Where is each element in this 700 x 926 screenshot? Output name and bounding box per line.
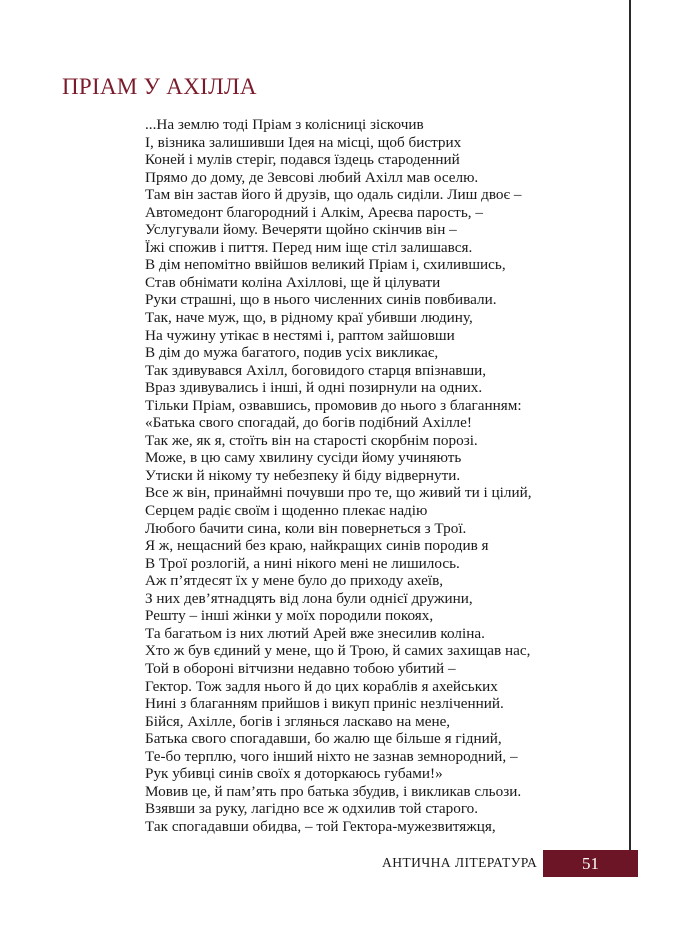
- poem-line: Нині з благанням прийшов і викуп приніс незліченний.: [145, 695, 504, 713]
- margin-rule: [629, 0, 631, 856]
- poem-line: Тільки Пріам, озвавшись, промовив до нього з благанням:: [145, 396, 522, 414]
- poem-line: Серцем радіє своїм і щоденно плекає надію: [145, 502, 428, 520]
- poem-line: Аж п’ятдесят їх у мене було до приходу ахеїв,: [145, 572, 444, 590]
- poem-line: В дім до мужа багатого, подив усіх викликає,: [145, 344, 439, 362]
- poem-line: Рук убивці синів своїх я доторкаюсь губами!»: [145, 765, 443, 783]
- poem-line: В дім непомітно ввійшов великий Пріам і, схилившись,: [145, 256, 506, 274]
- poem-line: Гектор. Тож задля нього й до цих кораблів я ахейських: [145, 677, 498, 695]
- poem-line: Взявши за руку, лагідно все ж одхилив той старого.: [145, 800, 479, 818]
- poem-line: І, візника залишивши Ідея на місці, щоб бистрих: [145, 133, 462, 151]
- poem-line: Решту – інші жінки у моїх породили покоях,: [145, 607, 434, 625]
- poem-line: Утиски й нікому ту небезпеку й біду відвернути.: [145, 466, 461, 484]
- poem-line: На чужину утікає в нестямі і, раптом зайшовши: [145, 326, 455, 344]
- poem-line: Той в обороні вітчизни недавно тобою убитий –: [145, 659, 456, 677]
- poem-line: Так здивувався Ахілл, боговидого старця впізнавши,: [145, 361, 487, 379]
- poem-line: З них дев’ятнадцять від лона були однієї дружини,: [145, 589, 473, 607]
- section-label: АНТИЧНА ЛІТЕРАТУРА: [382, 855, 538, 870]
- poem-line: Враз здивувались і інші, й одні позирнули на одних.: [145, 379, 483, 397]
- poem-line: Став обнімати коліна Ахіллові, ще й цілувати: [145, 273, 441, 291]
- poem-line: Прямо до дому, де Зевсові любий Ахілл мав оселю.: [145, 168, 479, 186]
- poem-line: Мовив це, й пам’ять про батька збудив, і викликав сльози.: [145, 782, 522, 800]
- poem-line: Любого бачити сина, коли він повернеться з Трої.: [145, 519, 467, 537]
- poem-line: Так спогадавши обидва, – той Гектора-мужезвитяжця,: [145, 817, 496, 835]
- poem-line: Те-бо терплю, чого інший ніхто не зазнав земнородний, –: [145, 747, 518, 765]
- poem-line: Руки страшні, що в нього численних синів повбивали.: [145, 291, 497, 309]
- poem-line: Бійся, Ахілле, богів і зглянься ласкаво на мене,: [145, 712, 451, 730]
- poem-line: Я ж, нещасний без краю, найкращих синів породив я: [145, 537, 489, 555]
- poem-line: Коней і мулів стеріг, подався їздець староденний: [145, 151, 460, 169]
- poem-line: Услугували йому. Вечеряти щойно скінчив він –: [145, 221, 457, 239]
- poem-line: ...На землю тоді Пріам з колісниці зіскочив: [145, 116, 424, 133]
- page-number: 51: [582, 853, 599, 873]
- poem-line: Автомедонт благородний і Алкім, Ареєва парость, –: [145, 203, 483, 221]
- poem-line: Хто ж був єдиний у мене, що й Трою, й самих захищав нас,: [145, 642, 531, 660]
- poem-line: Їжі спожив і пиття. Перед ним іще стіл залишався.: [145, 238, 473, 256]
- poem-line: Батька свого спогадавши, бо жалю ще більше я гідний,: [145, 730, 502, 748]
- poem-line: Може, в цю саму хвилину сусіди йому учиняють: [145, 449, 462, 467]
- page-number-badge: [543, 850, 638, 877]
- poem-line: Там він застав його й друзів, що одаль сиділи. Лиш двоє –: [145, 186, 522, 204]
- poem-line: Та багатьом із них лютий Арей вже знесилив коліна.: [145, 624, 485, 642]
- poem-line: Все ж він, принаймні почувши про те, що живий ти і цілий,: [145, 484, 532, 502]
- poem-line: Так же, як я, стоїть він на старості скорбнім порозі.: [145, 431, 478, 449]
- page-title: ПРІАМ У АХІЛЛА: [62, 74, 257, 99]
- poem-line: «Батька свого спогадай, до богів подібний Ахілле!: [145, 414, 472, 432]
- poem-line: В Трої розлогій, а нині нікого мені не лишилось.: [145, 554, 460, 572]
- poem-line: Так, наче муж, що, в рідному краї убивши людину,: [145, 309, 473, 327]
- poem-text: [145, 116, 625, 835]
